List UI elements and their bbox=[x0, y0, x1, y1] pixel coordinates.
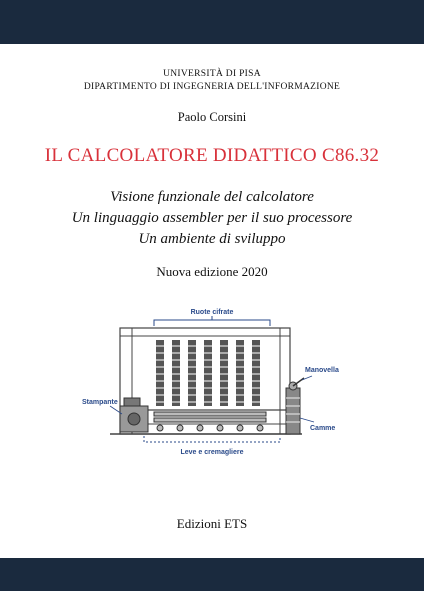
analytical-engine-diagram bbox=[80, 306, 348, 462]
book-title: IL CALCOLATORE DIDATTICO C86.32 bbox=[44, 145, 380, 166]
label-leve-cremagliere: Leve e cremagliere bbox=[180, 449, 244, 456]
lever-rack-mechanism bbox=[154, 412, 266, 431]
label-stampante: Stampante bbox=[82, 399, 118, 406]
subtitle-line-1: Visione funzionale del calcolatore bbox=[110, 189, 314, 205]
top-band bbox=[0, 0, 424, 44]
institution-header bbox=[0, 68, 424, 94]
book-cover bbox=[0, 44, 424, 558]
edition-text: Nuova edizione 2020 bbox=[156, 264, 268, 279]
subtitle-line-2: Un linguaggio assembler per il suo processore bbox=[71, 210, 353, 226]
label-manovella: Manovella bbox=[305, 367, 339, 374]
department-name: DIPARTIMENTO DI INGEGNERIA DELL'INFORMAZIONE bbox=[83, 82, 341, 92]
publisher-name: Edizioni ETS bbox=[176, 516, 248, 531]
wheel-columns bbox=[156, 340, 260, 406]
label-ruote-cifrate: Ruote cifrate bbox=[190, 309, 234, 316]
label-camme: Camme bbox=[310, 425, 336, 432]
university-name: UNIVERSITÀ DI PISA bbox=[163, 69, 261, 79]
printer-unit bbox=[120, 398, 148, 432]
bottom-band bbox=[0, 558, 424, 591]
crank-and-cams bbox=[286, 378, 304, 434]
author-name: Paolo Corsini bbox=[177, 110, 247, 124]
subtitle-line-3: Un ambiente di sviluppo bbox=[138, 231, 286, 247]
subtitle-block bbox=[0, 187, 424, 250]
